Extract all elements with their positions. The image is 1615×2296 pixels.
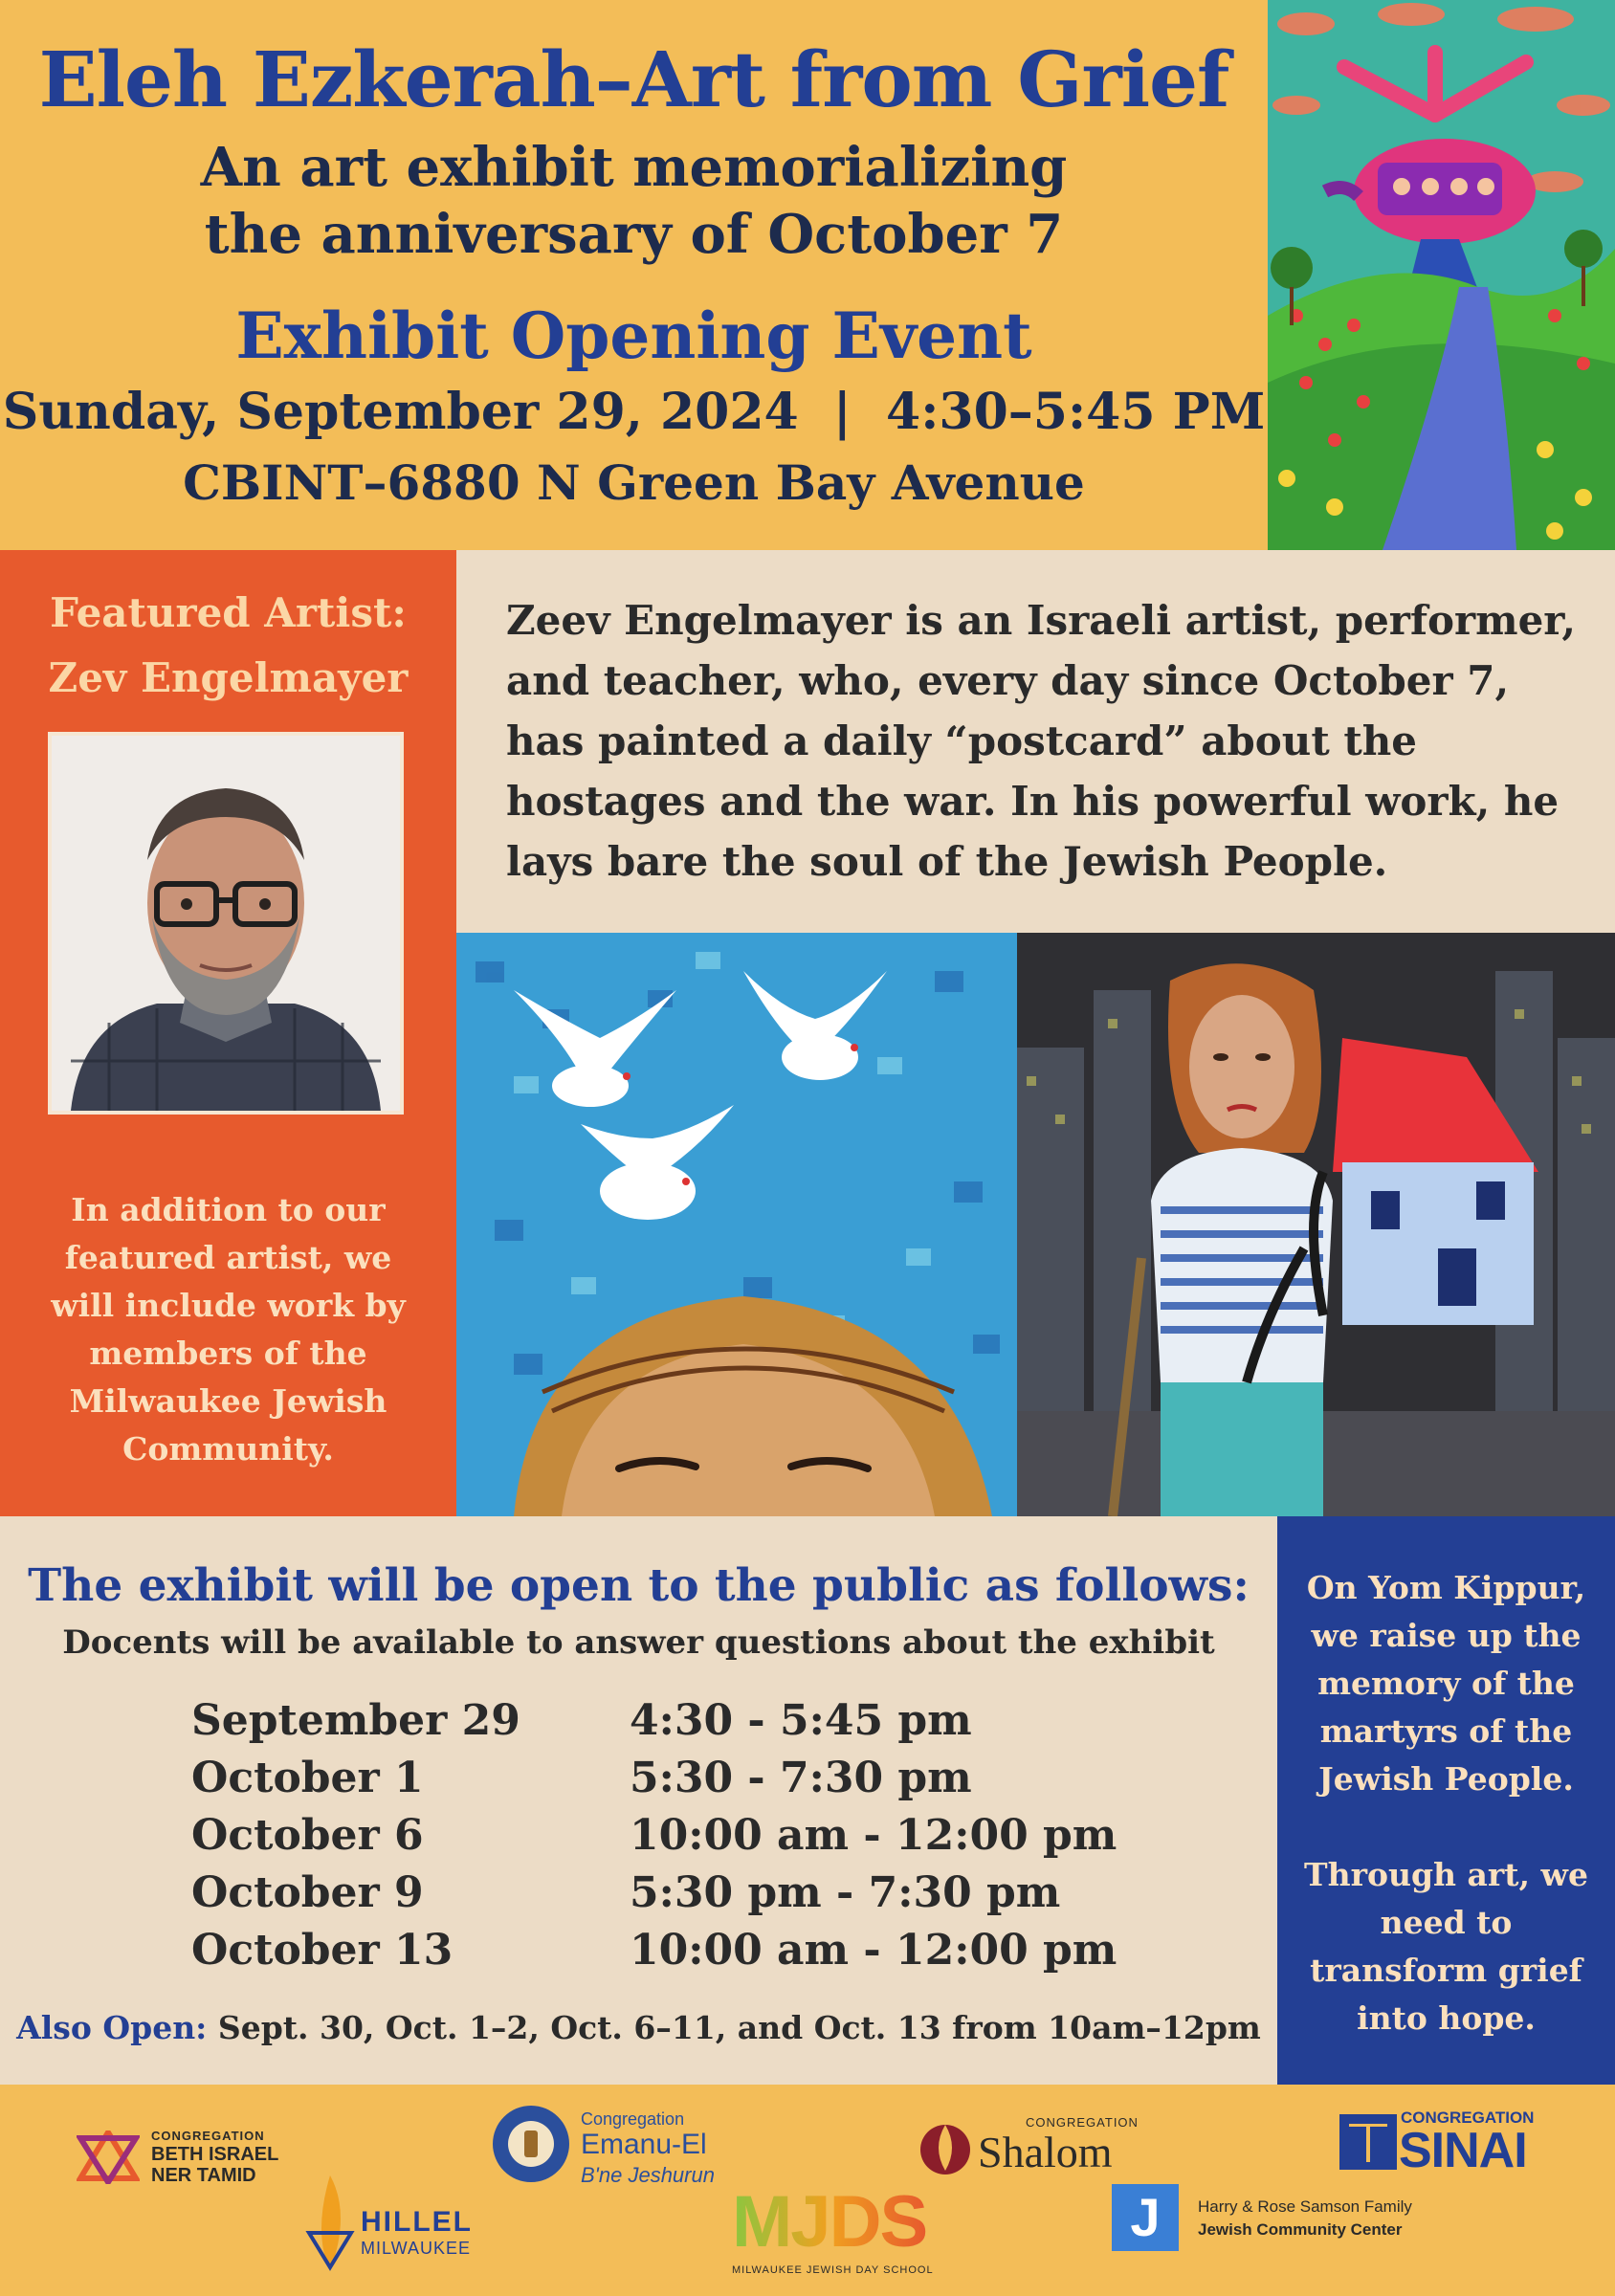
featured-artist-label: Featured Artist: bbox=[50, 589, 407, 636]
featured-artist-panel bbox=[0, 550, 456, 1516]
sponsor-beth-israel-ner-tamid: CONGREGATION BETH ISRAEL NER TAMID bbox=[77, 2123, 325, 2190]
schedule-date: October 1 bbox=[191, 1754, 424, 1802]
hillel-flame-icon bbox=[301, 2175, 359, 2281]
yom-kippur-text bbox=[1296, 1564, 1596, 2042]
additional-artists-note: In addition to our featured artist, we will include work by members of the Milwaukee Jewish Community. bbox=[51, 1191, 406, 1468]
also-open-note bbox=[0, 2009, 1277, 2046]
featured-artist-heading bbox=[0, 581, 456, 711]
sponsor-emanu-el: Congregation Emanu-El B'ne Jeshurun bbox=[493, 2106, 741, 2192]
helicopter-painting bbox=[1268, 0, 1615, 550]
emanu-el-emblem-icon bbox=[493, 2106, 569, 2182]
yom-kippur-paragraph-2: Through art, we need to transform grief into hope. bbox=[1304, 1856, 1588, 2037]
featured-artist-name: Zev Engelmayer bbox=[48, 654, 409, 701]
yom-kippur-panel bbox=[1277, 1516, 1615, 2085]
schedule-row bbox=[191, 1868, 1196, 1926]
sponsor-hillel: HILLEL MILWAUKEE bbox=[301, 2175, 521, 2281]
menorah-icon bbox=[1339, 2114, 1397, 2170]
artist-bio: Zeev Engelmayer is an Israeli artist, performer, and teacher, who, every day since October 7, has painted a daily “postcard” about the hostages and the war. In his powerful work, he lays bare the soul of the Jewish People. bbox=[506, 597, 1577, 885]
sponsor-jcc: J Harry & Rose Samson Family Jewish Community Center bbox=[1112, 2180, 1437, 2266]
schedule-time: 5:30 - 7:30 pm bbox=[630, 1754, 972, 1802]
also-open-label: Also Open: bbox=[16, 2009, 208, 2046]
flame-icon bbox=[920, 2111, 970, 2178]
schedule-time: 4:30 - 5:45 pm bbox=[630, 1696, 972, 1745]
artist-bio-panel bbox=[456, 550, 1615, 933]
schedule-heading: The exhibit will be open to the public as follows: bbox=[28, 1559, 1250, 1612]
subtitle-line-2: the anniversary of October 7 bbox=[204, 203, 1064, 266]
page-title: Eleh Ezkerah–Art from Grief bbox=[38, 34, 1229, 124]
schedule-date: October 13 bbox=[191, 1926, 454, 1975]
event-datetime: Sunday, September 29, 2024 | 4:30–5:45 PM bbox=[2, 383, 1266, 441]
also-open-dates: Sept. 30, Oct. 1–2, Oct. 6–11, and Oct. 13 from 10am–12pm bbox=[207, 2009, 1261, 2046]
sponsor-shalom: CONGREGATION Shalom bbox=[920, 2108, 1169, 2194]
doves-painting bbox=[456, 933, 1017, 1516]
schedule-row bbox=[191, 1811, 1196, 1868]
event-title: Exhibit Opening Event bbox=[235, 298, 1032, 373]
schedule-row bbox=[191, 1926, 1196, 1983]
sponsor-sinai: CONGREGATION SINAI bbox=[1339, 2108, 1540, 2185]
schedule-row bbox=[191, 1754, 1196, 1811]
schedule-panel bbox=[0, 1516, 1277, 2085]
subtitle-line-1: An art exhibit memorializing bbox=[200, 136, 1068, 199]
subtitle bbox=[0, 134, 1268, 268]
woman-with-house-painting bbox=[1017, 933, 1615, 1516]
schedule-row bbox=[191, 1696, 1196, 1754]
schedule-time: 10:00 am - 12:00 pm bbox=[630, 1811, 1117, 1860]
artist-portrait bbox=[48, 732, 404, 1115]
schedule-date: October 6 bbox=[191, 1811, 424, 1860]
header bbox=[0, 0, 1268, 550]
sponsor-footer bbox=[0, 2085, 1615, 2296]
star-of-david-icon bbox=[77, 2130, 140, 2184]
sponsor-mjds: MJDS MILWAUKEE JEWISH DAY SCHOOL bbox=[732, 2181, 934, 2276]
schedule-time: 10:00 am - 12:00 pm bbox=[630, 1926, 1117, 1975]
schedule-date: September 29 bbox=[191, 1696, 520, 1745]
event-address: CBINT–6880 N Green Bay Avenue bbox=[183, 454, 1085, 511]
yom-kippur-paragraph-1: On Yom Kippur, we raise up the memory of the martyrs of the Jewish People. bbox=[1306, 1569, 1586, 1798]
schedule-time: 5:30 pm - 7:30 pm bbox=[630, 1868, 1061, 1917]
schedule-date: October 9 bbox=[191, 1868, 424, 1917]
jcc-logo-icon: J bbox=[1112, 2184, 1179, 2251]
schedule-subheading: Docents will be available to answer questions about the exhibit bbox=[62, 1623, 1215, 1662]
